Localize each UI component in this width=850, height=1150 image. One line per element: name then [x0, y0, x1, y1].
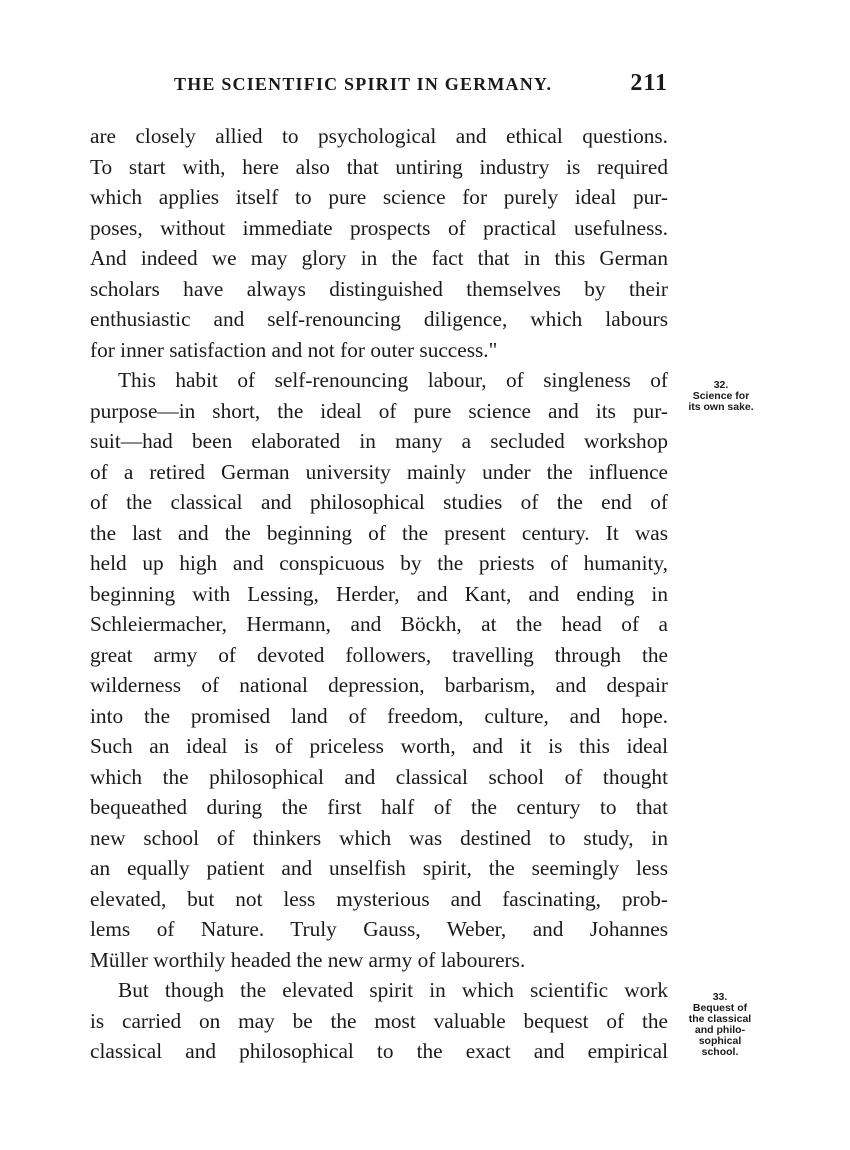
text-line: of the classical and philosophical studies of the end of — [90, 490, 668, 514]
text-line: suit—had been elaborated in many a secluded workshop — [90, 429, 668, 453]
text-line: into the promised land of freedom, culture, and hope. — [90, 703, 668, 728]
text-line: Schleiermacher, Hermann, and Böckh, at the head of a — [90, 612, 668, 636]
text-line: of a retired German university mainly under the influence — [90, 459, 668, 484]
text-line: the last and the beginning of the present century. It was — [90, 520, 668, 545]
text-line: for inner satisfaction and not for outer success." — [90, 337, 498, 362]
text-line: enthusiastic and self-renouncing diligence, which labours — [90, 307, 668, 331]
page-number: 211 — [630, 70, 668, 96]
margin-note-line: its own sake. — [688, 401, 754, 413]
text-line: beginning with Lessing, Herder, and Kant, and ending in — [90, 581, 668, 606]
margin-note-line: sophical — [698, 1035, 742, 1047]
paragraph-first-line: This habit of self-renouncing labour, of singleness of — [118, 368, 668, 392]
text-line: which the philosophical and classical school of thought — [90, 764, 668, 789]
text-line: bequeathed during the first half of the century to that — [90, 795, 668, 819]
text-line: great army of devoted followers, travelling through the — [90, 642, 668, 667]
margin-note-line: and philo- — [694, 1024, 746, 1036]
paragraph-first-line: But though the elevated spirit in which scientific work — [118, 978, 668, 1002]
text-line: Müller worthily headed the new army of labourers. — [90, 947, 526, 972]
text-line: classical and philosophical to the exact and empirical — [90, 1039, 668, 1063]
body-text — [90, 121, 668, 1067]
margin-note-line: school. — [701, 1046, 739, 1058]
text-line: held up high and conspicuous by the priests of humanity, — [90, 551, 668, 575]
running-head — [90, 70, 668, 104]
text-line: And indeed we may glory in the fact that in this German — [90, 246, 668, 270]
margin-note-line: the classical — [688, 1013, 752, 1025]
margin-note-32 — [676, 380, 766, 413]
margin-note-number: 32. — [713, 379, 729, 391]
text-line: poses, without immediate prospects of practical usefulness. — [90, 215, 668, 240]
margin-note-line: Bequest of — [692, 1002, 748, 1014]
text-line: which applies itself to pure science for purely ideal pur- — [90, 185, 668, 209]
text-line: is carried on may be the most valuable bequest of the — [90, 1008, 668, 1033]
text-line: To start with, here also that untiring industry is required — [90, 154, 668, 179]
text-line: purpose—in short, the ideal of pure science and its pur- — [90, 398, 668, 423]
text-line: scholars have always distinguished themselves by their — [90, 276, 668, 301]
text-line: are closely allied to psychological and ethical questions. — [90, 124, 668, 148]
margin-note-line: Science for — [692, 390, 750, 402]
running-title: THE SCIENTIFIC SPIRIT IN GERMANY. — [174, 74, 553, 94]
text-line: lems of Nature. Truly Gauss, Weber, and Johannes — [90, 917, 668, 941]
text-line: elevated, but not less mysterious and fascinating, prob- — [90, 886, 668, 911]
text-line: new school of thinkers which was destined to study, in — [90, 825, 668, 850]
margin-note-number: 33. — [712, 991, 728, 1003]
text-line: wilderness of national depression, barbarism, and despair — [90, 673, 668, 697]
text-line: an equally patient and unselfish spirit, the seemingly less — [90, 856, 668, 880]
text-line: Such an ideal is of priceless worth, and it is this ideal — [90, 734, 668, 758]
margin-note-33 — [672, 992, 768, 1058]
